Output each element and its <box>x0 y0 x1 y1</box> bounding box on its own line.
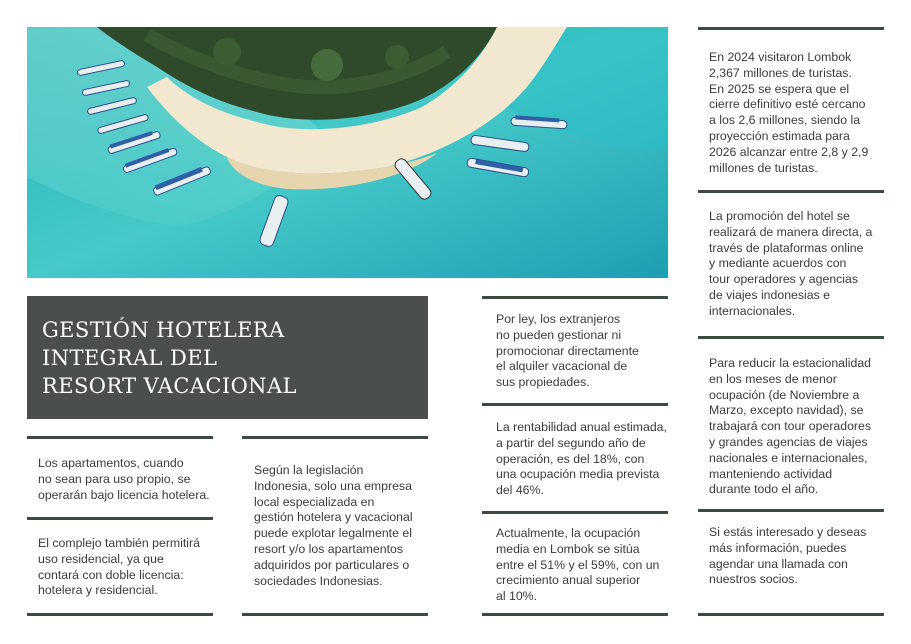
beach-aerial-photo <box>27 27 668 278</box>
title-box <box>27 296 428 419</box>
paragraph-complejo: El complejo también permitirá uso residencial, ya que contará con doble licencia: hotelera y residencial. <box>38 536 200 598</box>
divider-rule <box>698 336 884 339</box>
paragraph-extranjeros: Por ley, los extranjeros no pueden gestionar ni promocionar directamente el alquiler vacacional de sus propiedades. <box>496 312 639 390</box>
divider-rule <box>482 613 668 616</box>
divider-rule <box>482 511 668 514</box>
paragraph-ocupacion: Actualmente, la ocupación media en Lombok se sitúa entre el 51% y el 59%, con un crecimiento anual superior al 10%. <box>496 526 660 604</box>
page-title: GESTIÓN HOTELERA INTEGRAL DEL RESORT VACACIONAL <box>42 318 297 398</box>
divider-rule <box>698 190 884 193</box>
divider-rule <box>482 296 668 299</box>
divider-rule <box>27 436 213 439</box>
paragraph-apartamentos: Los apartamentos, cuando no sean para uso propio, se operarán bajo licencia hotelera. <box>38 456 210 502</box>
divider-rule <box>698 613 884 616</box>
paragraph-promocion: La promoción del hotel se realizará de manera directa, a través de plataformas online y mediante acuerdos con tour operadores y agencias de viajes indonesias e internacionales. <box>709 209 873 318</box>
divider-rule <box>27 613 213 616</box>
divider-rule <box>698 509 884 512</box>
divider-rule <box>698 27 884 30</box>
paragraph-rentabilidad: La rentabilidad anual estimada, a partir del segundo año de operación, es del 18%, con una ocupación media prevista del 46%. <box>496 420 667 498</box>
paragraph-estacionalidad: Para reducir la estacionalidad en los meses de menor ocupación (de Noviembre a Marzo, excepto navidad), se trabajará con tour operadores y grandes agencias de viajes nacionales e internacionales, manteniendo actividad durante todo el año. <box>709 356 872 497</box>
paragraph-turistas: En 2024 visitaron Lombok 2,367 millones de turistas. En 2025 se espera que el cierre definitivo esté cercano a los 2,6 millones, siendo la proyección estimada para 2026 alcanzar entre 2,8 y 2,9 millones de turistas. <box>709 50 869 175</box>
divider-rule <box>242 436 428 439</box>
divider-rule <box>242 613 428 616</box>
divider-rule <box>482 403 668 406</box>
paragraph-legislacion: Según la legislación Indonesia, solo una empresa local especializada en gestión hotelera y vacacional puede explotar legalmente el resort y/o los apartamentos adquiridos por particulares o sociedades Indonesias. <box>254 463 413 588</box>
divider-rule <box>27 517 213 520</box>
paragraph-contacto: Si estás interesado y deseas más información, puedes agendar una llamada con nuestros socios. <box>709 525 867 587</box>
